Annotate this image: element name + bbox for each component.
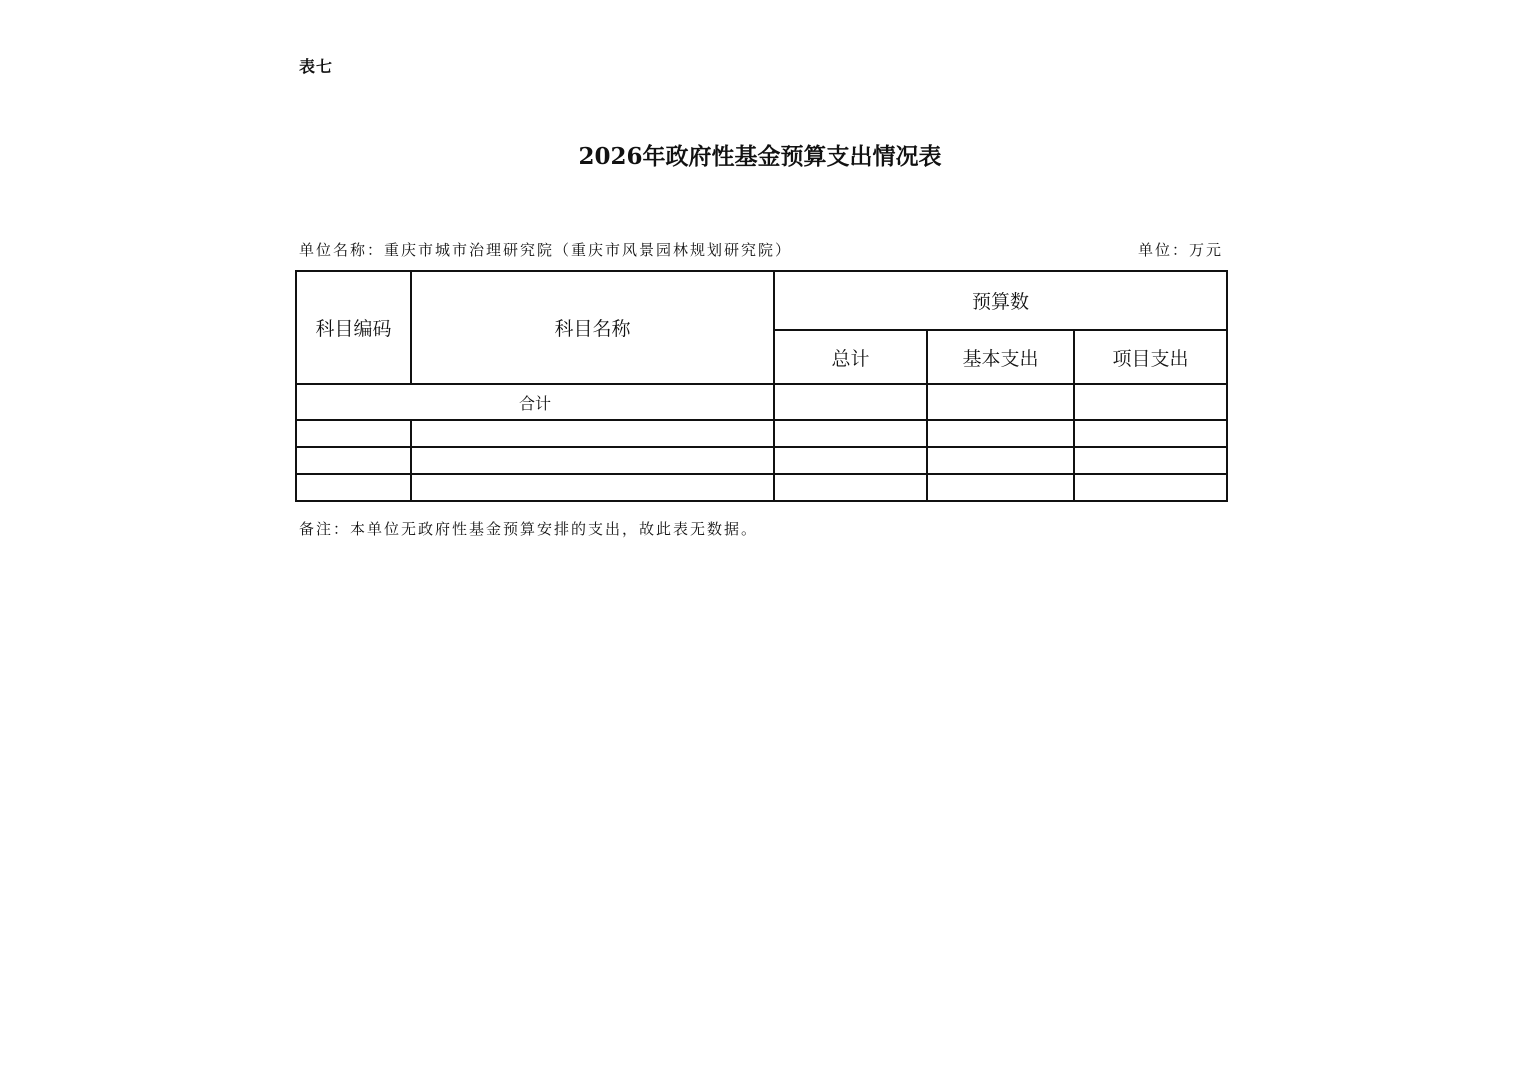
header-row-top — [296, 271, 1227, 330]
header-project-expenditure: 项目支出 — [1074, 330, 1227, 384]
table-row — [296, 420, 1227, 447]
cell-basic — [927, 474, 1074, 501]
total-row-basic-cell — [927, 384, 1074, 420]
total-row-total-cell — [774, 384, 927, 420]
cell-total — [774, 447, 927, 474]
table-row — [296, 447, 1227, 474]
cell-code — [296, 420, 411, 447]
cell-code — [296, 474, 411, 501]
header-subject-code: 科目编码 — [296, 271, 411, 384]
header-total: 总计 — [774, 330, 927, 384]
cell-code — [296, 447, 411, 474]
cell-total — [774, 420, 927, 447]
total-row — [296, 384, 1227, 420]
header-basic-expenditure: 基本支出 — [927, 330, 1074, 384]
header-subject-name: 科目名称 — [411, 271, 774, 384]
document-title: 2026年政府性基金预算支出情况表 — [578, 143, 942, 170]
header-budget-group: 预算数 — [774, 271, 1227, 330]
cell-project — [1074, 420, 1227, 447]
budget-table — [295, 270, 1228, 502]
total-row-label: 合计 — [296, 384, 774, 420]
footnote: 备注：本单位无政府性基金预算安排的支出，故此表无数据。 — [299, 520, 759, 538]
cell-basic — [927, 447, 1074, 474]
cell-basic — [927, 420, 1074, 447]
cell-total — [774, 474, 927, 501]
cell-project — [1074, 474, 1227, 501]
organization-name: 单位名称：重庆市城市治理研究院（重庆市风景园林规划研究院） — [299, 241, 793, 259]
cell-name — [411, 447, 774, 474]
cell-project — [1074, 447, 1227, 474]
total-row-project-cell — [1074, 384, 1227, 420]
table-row — [296, 474, 1227, 501]
table-label: 表七 — [299, 57, 334, 76]
cell-name — [411, 420, 774, 447]
cell-name — [411, 474, 774, 501]
unit-label: 单位：万元 — [1137, 241, 1223, 259]
